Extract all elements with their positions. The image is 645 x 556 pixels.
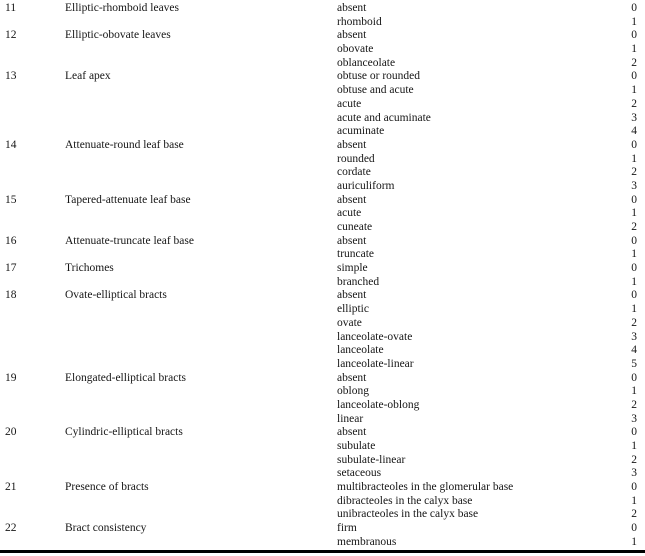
state-code-cell: 4 bbox=[631, 125, 637, 138]
state-name-cell: acute and acuminate bbox=[337, 111, 431, 124]
table-row bbox=[0, 235, 645, 249]
table-row bbox=[0, 426, 645, 440]
state-code-cell: 1 bbox=[631, 275, 637, 288]
character-name-cell bbox=[65, 166, 337, 180]
character-number-cell bbox=[0, 153, 65, 167]
character-number-cell: 17 bbox=[5, 262, 17, 275]
character-name-cell bbox=[65, 413, 337, 427]
character-number-cell bbox=[0, 16, 65, 30]
table-row bbox=[0, 29, 645, 43]
character-number-cell: 20 bbox=[5, 426, 17, 439]
state-name-cell: ovate bbox=[337, 316, 362, 329]
table-row bbox=[0, 454, 645, 468]
state-name-cell: absent bbox=[337, 138, 367, 151]
character-name-cell bbox=[65, 495, 337, 509]
character-name-cell bbox=[65, 331, 337, 345]
state-code-cell: 1 bbox=[631, 440, 637, 452]
character-number-cell bbox=[0, 358, 65, 372]
character-name-cell: Elliptic-obovate leaves bbox=[65, 29, 171, 42]
character-number-cell: 19 bbox=[5, 371, 17, 384]
character-number-cell bbox=[0, 57, 65, 71]
state-code-cell: 0 bbox=[631, 29, 637, 42]
table-row bbox=[0, 166, 645, 180]
table-row bbox=[0, 440, 645, 454]
state-name-cell: firm bbox=[337, 522, 357, 535]
table-row bbox=[0, 262, 645, 276]
state-code-cell: 1 bbox=[631, 303, 637, 316]
state-code-cell: 1 bbox=[631, 152, 637, 165]
table-row bbox=[0, 112, 645, 126]
state-code-cell: 2 bbox=[631, 316, 637, 329]
table-row bbox=[0, 180, 645, 194]
character-number-cell bbox=[0, 112, 65, 126]
state-name-cell: lanceolate-oblong bbox=[337, 398, 420, 411]
character-name-cell bbox=[65, 221, 337, 235]
state-name-cell: multibracteoles in the glomerular base bbox=[337, 481, 514, 494]
state-name-cell: lanceolate-ovate bbox=[337, 330, 413, 343]
character-name-cell: Elongated-elliptical bracts bbox=[65, 371, 187, 384]
character-name-cell bbox=[65, 112, 337, 126]
character-name-cell bbox=[65, 248, 337, 262]
table-row bbox=[0, 207, 645, 221]
state-code-cell: 1 bbox=[631, 248, 637, 261]
table-row bbox=[0, 536, 645, 550]
state-name-cell: absent bbox=[337, 29, 367, 42]
table-row bbox=[0, 481, 645, 495]
state-name-cell: cuneate bbox=[337, 221, 373, 233]
character-number-cell: 12 bbox=[5, 29, 17, 42]
table-row bbox=[0, 385, 645, 399]
state-code-cell: 1 bbox=[631, 15, 637, 28]
table-row bbox=[0, 317, 645, 331]
state-code-cell: 3 bbox=[631, 467, 637, 480]
table-row bbox=[0, 84, 645, 98]
state-code-cell: 0 bbox=[631, 522, 637, 535]
state-name-cell: branched bbox=[337, 275, 380, 288]
character-name-cell bbox=[65, 84, 337, 98]
state-name-cell: setaceous bbox=[337, 467, 382, 480]
character-name-cell: Tapered-attenuate leaf base bbox=[65, 193, 191, 206]
character-name-cell: Leaf apex bbox=[65, 70, 111, 83]
character-name-cell bbox=[65, 454, 337, 468]
state-code-cell: 1 bbox=[631, 385, 637, 398]
character-name-cell bbox=[65, 399, 337, 413]
table-row bbox=[0, 194, 645, 208]
state-name-cell: truncate bbox=[337, 248, 375, 261]
character-number-cell bbox=[0, 43, 65, 57]
table-row bbox=[0, 522, 645, 536]
state-name-cell: lanceolate bbox=[337, 344, 384, 357]
state-code-cell: 2 bbox=[631, 398, 637, 411]
table-row bbox=[0, 303, 645, 317]
state-code-cell: 3 bbox=[631, 111, 637, 124]
state-code-cell: 3 bbox=[631, 330, 637, 343]
state-name-cell: acute bbox=[337, 97, 362, 110]
state-name-cell: lanceolate-linear bbox=[337, 357, 414, 370]
character-name-cell bbox=[65, 16, 337, 30]
state-name-cell: absent bbox=[337, 193, 367, 206]
character-number-cell bbox=[0, 440, 65, 454]
state-code-cell: 0 bbox=[631, 193, 637, 206]
character-number-cell: 22 bbox=[5, 522, 17, 535]
character-name-cell: Elliptic-rhomboid leaves bbox=[65, 2, 180, 14]
character-number-cell bbox=[0, 385, 65, 399]
character-name-cell bbox=[65, 207, 337, 221]
state-code-cell: 0 bbox=[631, 234, 637, 247]
character-name-cell bbox=[65, 536, 337, 550]
table-row bbox=[0, 57, 645, 71]
state-name-cell: cordate bbox=[337, 166, 371, 179]
state-code-cell: 0 bbox=[631, 262, 637, 275]
character-name-cell bbox=[65, 98, 337, 112]
character-number-cell bbox=[0, 536, 65, 550]
state-name-cell: subulate-linear bbox=[337, 453, 406, 466]
state-code-cell: 1 bbox=[631, 535, 637, 548]
state-name-cell: rhomboid bbox=[337, 15, 382, 28]
table-row bbox=[0, 413, 645, 427]
character-number-cell: 18 bbox=[5, 289, 17, 302]
state-code-cell: 0 bbox=[631, 138, 637, 151]
state-code-cell: 1 bbox=[631, 43, 637, 56]
character-name-cell bbox=[65, 344, 337, 358]
state-name-cell: obtuse and acute bbox=[337, 84, 414, 97]
state-name-cell: unibracteoles in the calyx base bbox=[337, 508, 479, 521]
state-name-cell: absent bbox=[337, 426, 367, 439]
character-number-cell bbox=[0, 317, 65, 331]
table-row bbox=[0, 276, 645, 290]
character-name-cell bbox=[65, 508, 337, 522]
state-code-cell: 3 bbox=[631, 179, 637, 192]
table-row bbox=[0, 125, 645, 139]
state-name-cell: acute bbox=[337, 207, 362, 220]
table-row bbox=[0, 495, 645, 509]
character-name-cell: Attenuate-truncate leaf base bbox=[65, 234, 194, 247]
state-name-cell: membranous bbox=[337, 535, 397, 548]
state-name-cell: acuminate bbox=[337, 125, 385, 138]
character-number-cell: 11 bbox=[5, 2, 17, 14]
state-code-cell: 2 bbox=[631, 56, 637, 69]
character-number-cell bbox=[0, 508, 65, 522]
state-code-cell: 4 bbox=[631, 344, 637, 357]
character-name-cell bbox=[65, 43, 337, 57]
state-code-cell: 5 bbox=[631, 357, 637, 370]
table-row bbox=[0, 248, 645, 262]
table-row bbox=[0, 508, 645, 522]
table-row bbox=[0, 43, 645, 57]
state-code-cell: 2 bbox=[631, 508, 637, 521]
table-row bbox=[0, 358, 645, 372]
table-row bbox=[0, 2, 645, 16]
character-name-cell bbox=[65, 385, 337, 399]
character-name-cell: Bract consistency bbox=[65, 522, 147, 535]
character-name-cell bbox=[65, 440, 337, 454]
table-row bbox=[0, 467, 645, 481]
state-code-cell: 2 bbox=[631, 453, 637, 466]
character-name-cell bbox=[65, 317, 337, 331]
character-number-cell bbox=[0, 98, 65, 112]
character-number-cell bbox=[0, 276, 65, 290]
table-bottom-rule bbox=[0, 550, 645, 553]
character-number-cell bbox=[0, 467, 65, 481]
state-name-cell: obtuse or rounded bbox=[337, 70, 421, 83]
character-name-cell: Cylindric-elliptical bracts bbox=[65, 426, 183, 439]
character-name-cell bbox=[65, 180, 337, 194]
table-row bbox=[0, 139, 645, 153]
state-name-cell: auriculiform bbox=[337, 179, 395, 192]
character-number-cell: 14 bbox=[5, 138, 17, 151]
character-name-cell: Presence of bracts bbox=[65, 481, 149, 494]
character-number-cell bbox=[0, 180, 65, 194]
table-row bbox=[0, 16, 645, 30]
state-code-cell: 0 bbox=[631, 2, 637, 14]
character-name-cell: Ovate-elliptical bracts bbox=[65, 289, 167, 302]
character-name-cell bbox=[65, 358, 337, 372]
character-number-cell bbox=[0, 303, 65, 317]
state-code-cell: 0 bbox=[631, 371, 637, 384]
character-name-cell bbox=[65, 57, 337, 71]
character-number-cell bbox=[0, 207, 65, 221]
table-row bbox=[0, 221, 645, 235]
character-name-cell bbox=[65, 467, 337, 481]
table-row bbox=[0, 98, 645, 112]
state-name-cell: oblong bbox=[337, 385, 369, 398]
character-number-cell: 16 bbox=[5, 234, 17, 247]
table-row bbox=[0, 153, 645, 167]
character-number-cell bbox=[0, 331, 65, 345]
state-name-cell: absent bbox=[337, 289, 367, 302]
state-name-cell: absent bbox=[337, 371, 367, 384]
character-name-cell bbox=[65, 303, 337, 317]
character-number-cell: 15 bbox=[5, 193, 17, 206]
character-name-cell: Trichomes bbox=[65, 262, 114, 275]
state-code-cell: 2 bbox=[631, 166, 637, 179]
character-name-cell: Attenuate-round leaf base bbox=[65, 138, 184, 151]
table-row bbox=[0, 331, 645, 345]
character-name-cell bbox=[65, 276, 337, 290]
state-name-cell: simple bbox=[337, 262, 368, 275]
table-row bbox=[0, 372, 645, 386]
table-row bbox=[0, 344, 645, 358]
state-name-cell: obovate bbox=[337, 43, 374, 56]
state-code-cell: 2 bbox=[631, 97, 637, 110]
character-number-cell bbox=[0, 399, 65, 413]
state-code-cell: 1 bbox=[631, 207, 637, 220]
table-row bbox=[0, 399, 645, 413]
character-number-cell bbox=[0, 84, 65, 98]
state-code-cell: 0 bbox=[631, 426, 637, 439]
state-code-cell: 3 bbox=[631, 412, 637, 425]
state-name-cell: absent bbox=[337, 234, 367, 247]
state-code-cell: 1 bbox=[631, 494, 637, 507]
state-name-cell: dibracteoles in the calyx base bbox=[337, 494, 473, 507]
character-number-cell: 13 bbox=[5, 70, 17, 83]
character-number-cell bbox=[0, 166, 65, 180]
character-number-cell bbox=[0, 495, 65, 509]
state-name-cell: subulate bbox=[337, 440, 376, 452]
state-name-cell: absent bbox=[337, 2, 367, 14]
state-name-cell: linear bbox=[337, 412, 364, 425]
table-row bbox=[0, 289, 645, 303]
table-row bbox=[0, 70, 645, 84]
character-number-cell bbox=[0, 248, 65, 262]
state-code-cell: 1 bbox=[631, 84, 637, 97]
state-code-cell: 0 bbox=[631, 70, 637, 83]
character-name-cell bbox=[65, 125, 337, 139]
state-name-cell: rounded bbox=[337, 152, 375, 165]
state-code-cell: 0 bbox=[631, 481, 637, 494]
state-name-cell: oblanceolate bbox=[337, 56, 396, 69]
character-number-cell bbox=[0, 125, 65, 139]
state-code-cell: 2 bbox=[631, 221, 637, 233]
character-number-cell bbox=[0, 454, 65, 468]
character-name-cell bbox=[65, 153, 337, 167]
character-number-cell: 21 bbox=[5, 481, 17, 494]
character-number-cell bbox=[0, 221, 65, 235]
character-number-cell bbox=[0, 344, 65, 358]
state-code-cell: 0 bbox=[631, 289, 637, 302]
character-number-cell bbox=[0, 413, 65, 427]
state-name-cell: elliptic bbox=[337, 303, 369, 316]
